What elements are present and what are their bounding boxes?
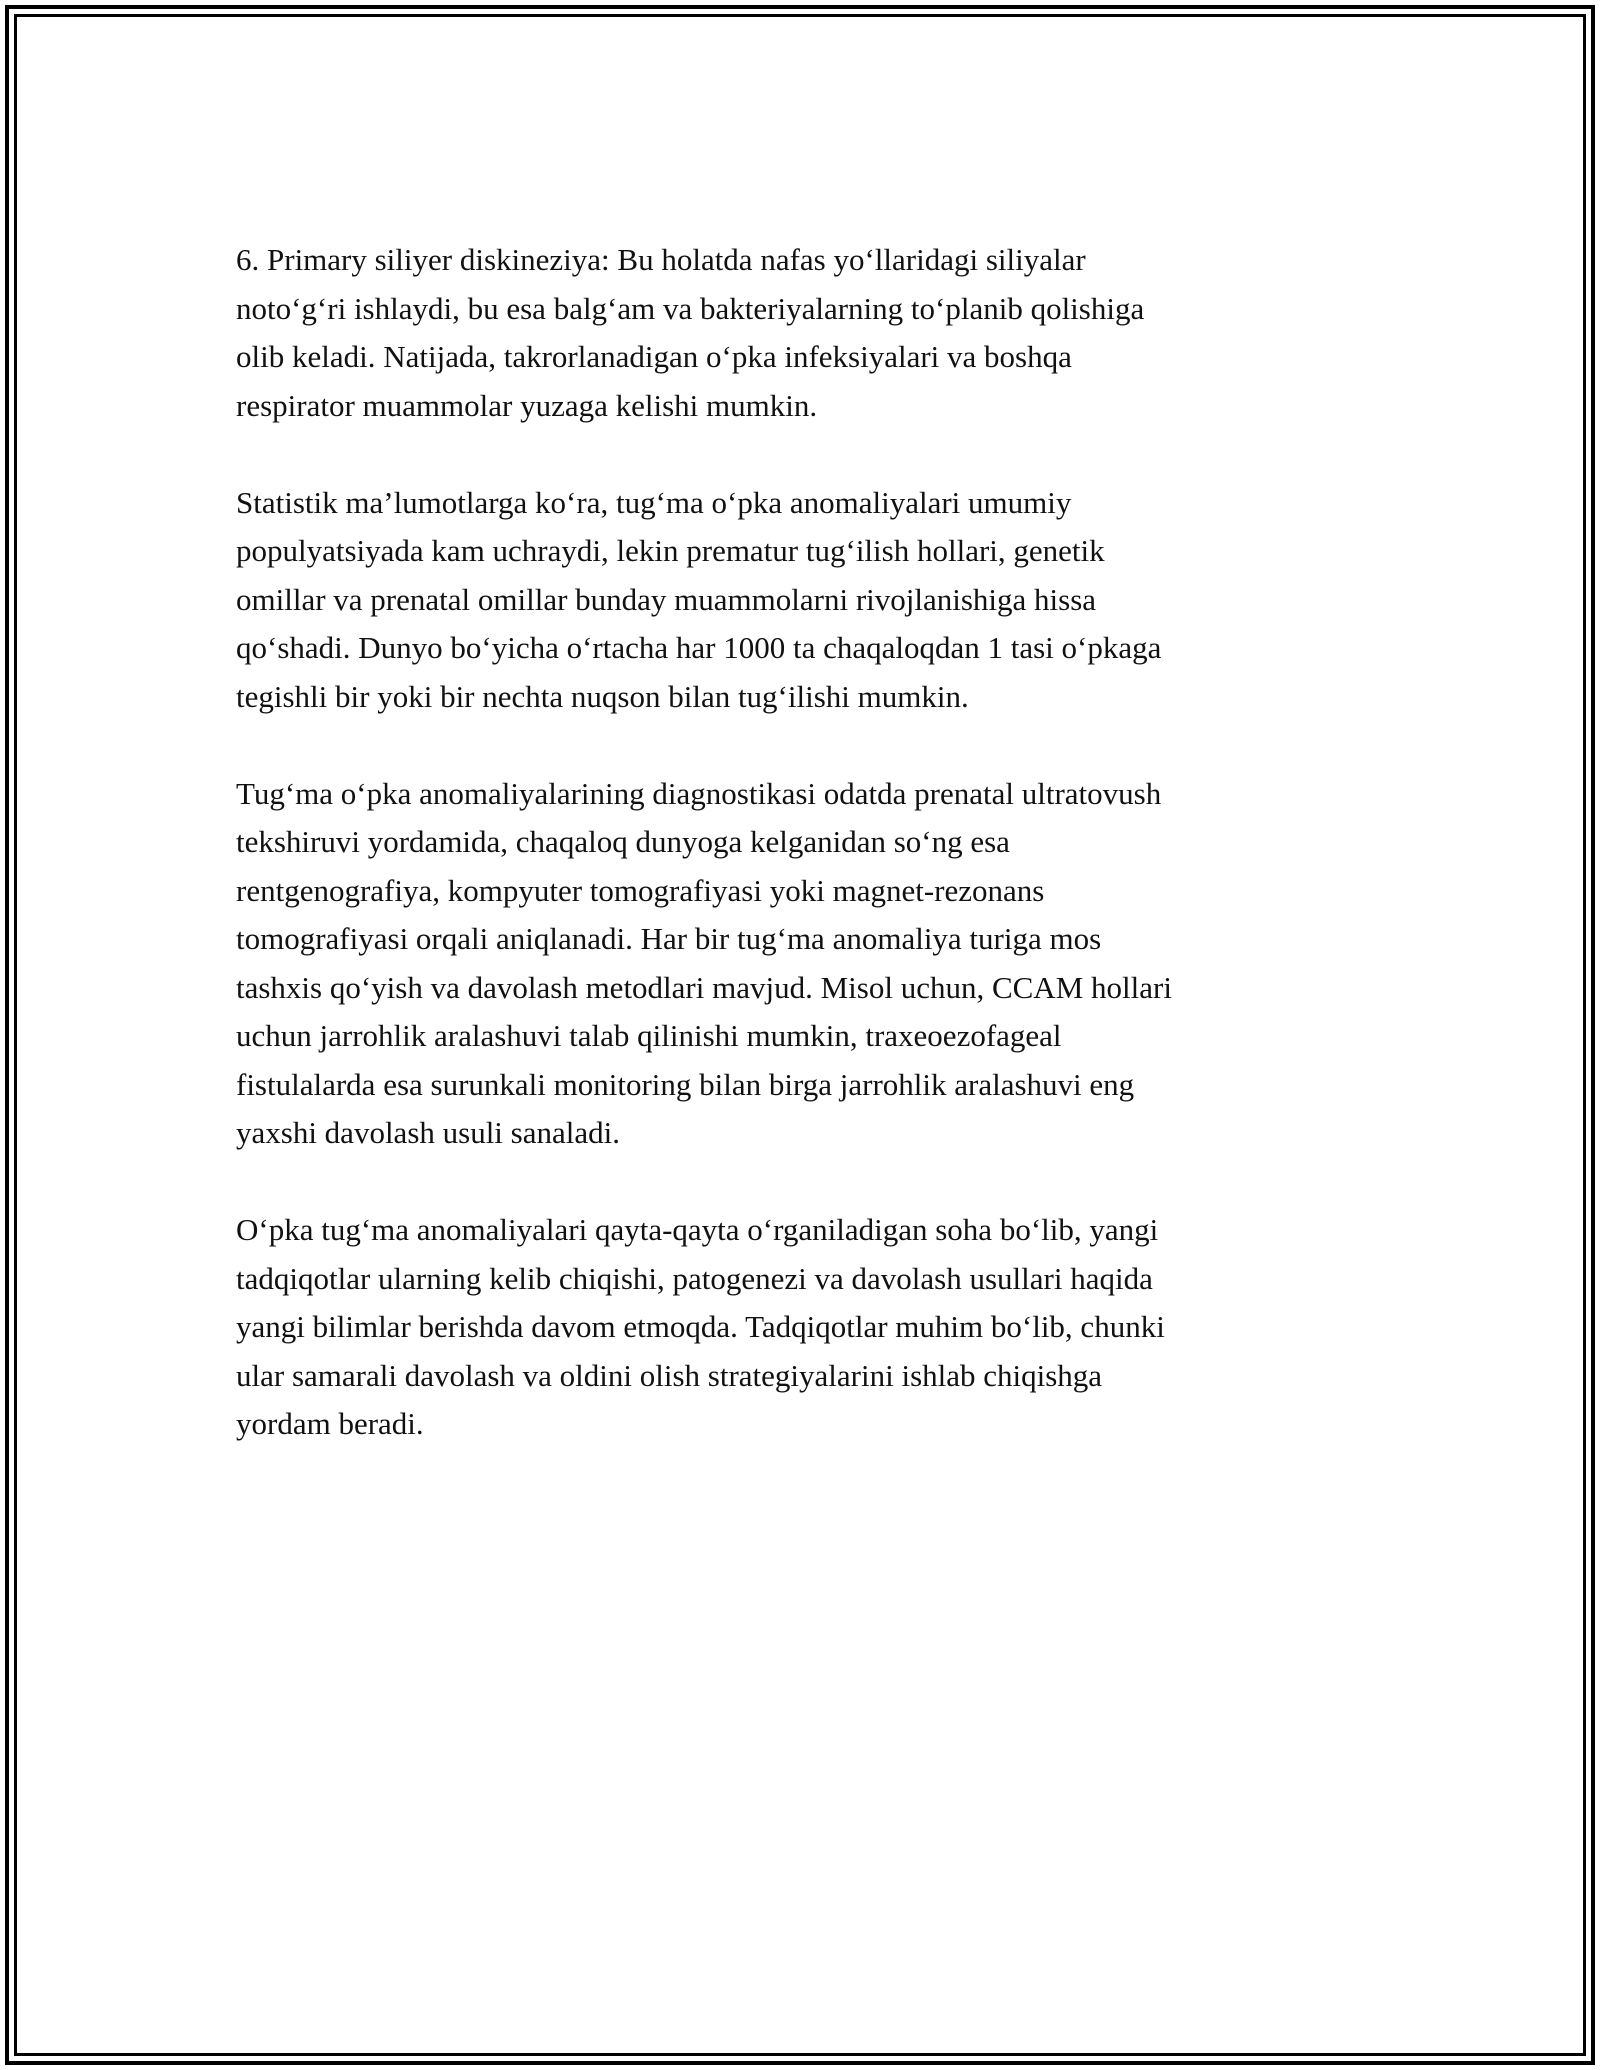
text-line: Statistik ma’lumotlarga ko‘ra, tug‘ma o‘pka anomaliyalari umumiy	[236, 484, 1072, 520]
document-body	[236, 236, 1366, 1497]
text-line: tegishli bir yoki bir nechta nuqson bilan tug‘ilishi mumkin.	[236, 678, 969, 714]
text-line: yaxshi davolash usuli sanaladi.	[236, 1115, 620, 1150]
paragraph-research	[236, 1206, 1366, 1449]
text-line: tomografiyasi orqali aniqlanadi. Har bir tug‘ma anomaliya turiga mos	[236, 921, 1102, 956]
text-line: tashxis qo‘yish va davolash metodlari mavjud. Misol uchun, CCAM hollari	[236, 969, 1172, 1005]
text-line: rentgenografiya, kompyuter tomografiyasi yoki magnet-rezonans	[236, 872, 1045, 908]
paragraph-statistics	[236, 479, 1366, 722]
text-line: yangi bilimlar berishda davom etmoqda. Tadqiqotlar muhim bo‘lib, chunki	[236, 1309, 1165, 1344]
paragraph-diagnostics	[236, 770, 1366, 1158]
text-line: fistulalarda esa surunkali monitoring bilan birga jarrohlik aralashuvi eng	[236, 1066, 1135, 1102]
text-line: tadqiqotlar ularning kelib chiqishi, patogenezi va davolash usullari haqida	[236, 1260, 1153, 1296]
paragraph-primary-ciliary-dyskinesia	[236, 236, 1366, 430]
text-line: olib keladi. Natijada, takrorlanadigan o‘pka infeksiyalari va boshqa	[236, 339, 1072, 374]
text-line: Tug‘ma o‘pka anomaliyalarining diagnostikasi odatda prenatal ultratovush	[236, 775, 1162, 811]
text-line: respirator muammolar yuzaga kelishi mumkin.	[236, 387, 818, 423]
text-line: yordam beradi.	[236, 1406, 424, 1441]
text-line: omillar va prenatal omillar bunday muammolarni rivojlanishiga hissa	[236, 581, 1097, 617]
text-line: ular samarali davolash va oldini olish strategiyalarini ishlab chiqishga	[236, 1357, 1103, 1393]
text-line: uchun jarrohlik aralashuvi talab qilinishi mumkin, traxeoezofageal	[236, 1018, 1062, 1053]
text-line: noto‘g‘ri ishlaydi, bu esa balg‘am va bakteriyalarning to‘planib qolishiga	[236, 290, 1145, 326]
text-line: qo‘shadi. Dunyo bo‘yicha o‘rtacha har 1000 ta chaqaloqdan 1 tasi o‘pkaga	[236, 630, 1162, 665]
text-line: populyatsiyada kam uchraydi, lekin prematur tug‘ilish hollari, genetik	[236, 533, 1105, 568]
text-line: O‘pka tug‘ma anomaliyalari qayta-qayta o‘rganiladigan soha bo‘lib, yangi	[236, 1212, 1159, 1247]
text-line: tekshiruvi yordamida, chaqaloq dunyoga kelganidan so‘ng esa	[236, 824, 1010, 859]
text-line: 6. Primary siliyer diskineziya: Bu holatda nafas yo‘llaridagi siliyalar	[236, 242, 1086, 277]
